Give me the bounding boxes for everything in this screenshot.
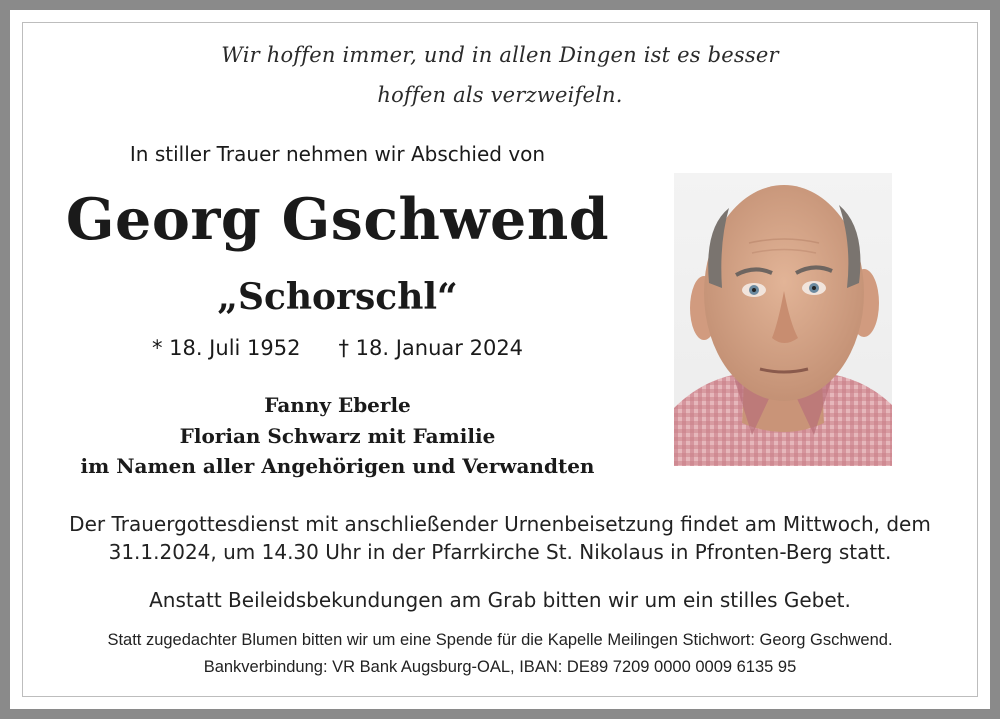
life-dates [60, 336, 615, 360]
mourner-1: Fanny Eberle [264, 393, 411, 417]
portrait-photo [674, 173, 892, 466]
quote-line-1: Wir hoffen immer, und in allen Dingen ist es besser [221, 43, 779, 67]
bank-details: Bankverbindung: VR Bank Augsburg-OAL, IBAN: DE89 7209 0000 0009 6135 95 [203, 658, 797, 676]
condolence-note: Anstatt Beileidsbekundungen am Grab bitten wir um ein stilles Gebet. [149, 588, 851, 612]
mourner-3: im Namen aller Angehörigen und Verwandten [80, 454, 595, 478]
deceased-nickname: „Schorschl“ [217, 276, 458, 318]
service-line-2: 31.1.2024, um 14.30 Uhr in der Pfarrkirche St. Nikolaus in Pfronten-Berg statt. [108, 540, 892, 564]
donation-line: Statt zugedachter Blumen bitten wir um eine Spende für die Kapelle Meilingen Stichwort: Georg Gschwend. [107, 631, 893, 649]
service-line-1: Der Trauergottesdienst mit anschließender Urnenbeisetzung findet am Mittwoch, dem [69, 512, 931, 536]
mourner-2: Florian Schwarz mit Familie [179, 424, 496, 448]
deceased-name: Georg Gschwend [65, 186, 610, 253]
intro-text: In stiller Trauer nehmen wir Abschied von [129, 142, 546, 166]
death-date: † 18. Januar 2024 [338, 336, 524, 360]
quote-line-2: hoffen als verzweifeln. [377, 83, 623, 107]
birth-date: * 18. Juli 1952 [151, 336, 301, 360]
portrait-illustration [674, 173, 892, 466]
